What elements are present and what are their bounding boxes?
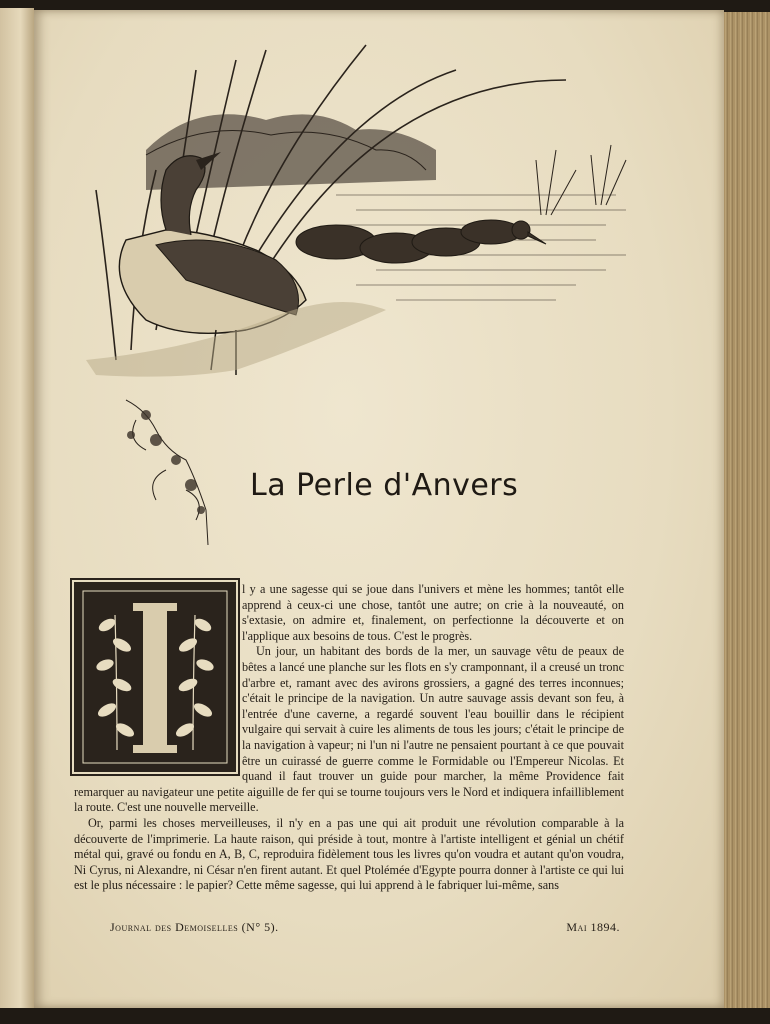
article-paragraph-2: Un jour, un habitant des bords de la mer, un sauvage vêtu de peaux de bêtes a lancé une planche sur les flots en s'y cramponnant, il a creusé un tronc d'arbre et, ramant avec des avirons grossiers, a gagné des terres inconnues; c'était le principe de la navigation. Un autre sauvage assis devant son feu, à l'entrée d'une caverne, a regardé souvent l'eau bouillir dans le récipient vulgaire qui servait à cuire les aliments de tous les jours; c'était le principe de la navigation à vapeur; ni l'un ni l'autre ne pensaient pourtant à ce que pouvait être un cuirassé de guerre comme le Formidable ou l'Empereur Nicolas. Et quand il faut trouver un guide pour marcher, la même Providence fait remarquer au navigateur une petite aiguille de fer qui se tourne toujours vers le Nord et indiquera infailliblement la route. C'est une nouvelle merveille. — [74, 644, 624, 815]
article-body — [74, 582, 624, 894]
journal-name: Journal des Demoiselles (N° 5). — [110, 920, 279, 934]
issue-date: Mai 1894. — [566, 920, 620, 934]
article-paragraph-1: l y a une sagesse qui se joue dans l'univers et mène les hommes; tantôt elle apprend à ceux-ci une chose, tantôt une autre; on crie à la nouveauté, on s'extasie, on admire et, finalement, on perfectionne la découverte et on l'applique aux besoins de tous. C'est le progrès. — [242, 582, 624, 643]
initial-spacer — [74, 582, 236, 772]
left-page-edge — [0, 8, 34, 1008]
article-paragraph-3: Or, parmi les choses merveilleuses, il n'y en a pas une qui ait produit une révolution comparable à la découverte de l'imprimerie. La haute raison, qui préside à tout, montre à l'artiste intelligent et génial un chétif métal qui, gravé ou fondu en A, B, C, reproduira fidèlement tous les livres qu'on voudra et autant qu'on voudra, Ni Cyrus, ni Alexandre, ni César n'en firent autant. Et quel Ptolémée d'Egypte pourra donner à l'artiste ce qui lui est le plus nécessaire : le papier? Cette même sagesse, qui lui apprend à le fabriquer lui-même, sans — [74, 815, 624, 893]
article-title: La Perle d'Anvers — [250, 468, 519, 503]
page-stack-edges — [724, 12, 770, 1008]
